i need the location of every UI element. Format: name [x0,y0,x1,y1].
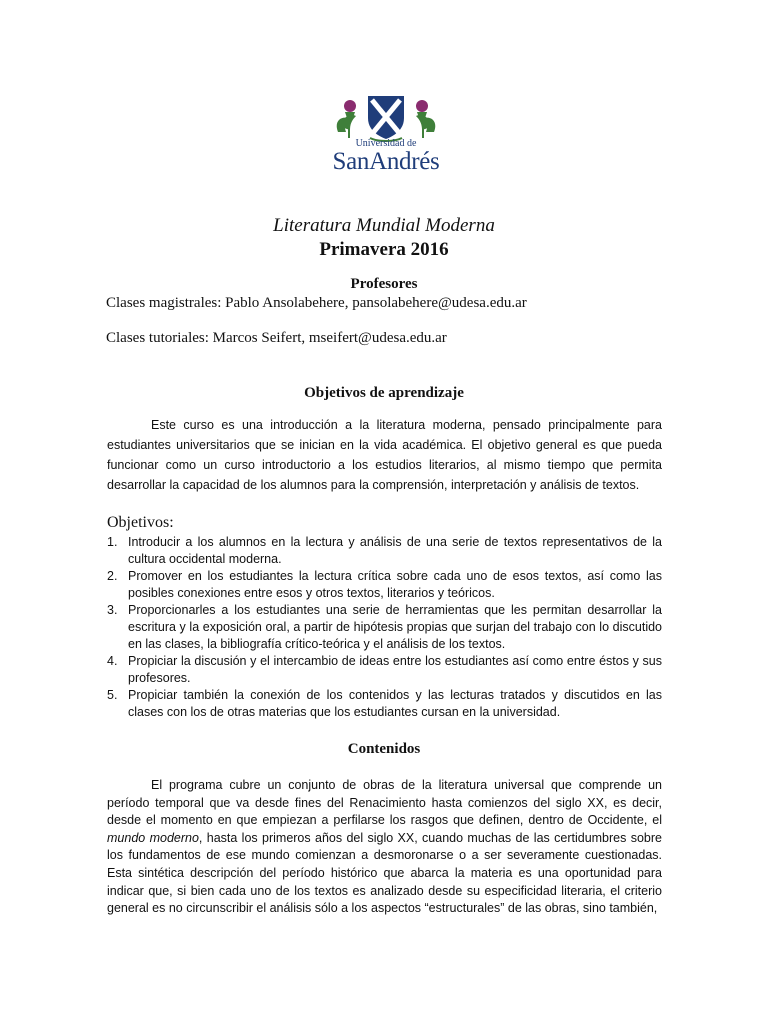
logo-line1: Universidad de [355,138,417,149]
contenidos-heading: Contenidos [347,741,421,757]
list-item-number: 1. [107,535,118,549]
contenidos-text-a: El programa cubre un conjunto de obras de la literatura universal que comprende un período temporal que va desde fines del Renacimiento hasta comienzos del siglo XX, es decir, desde el momento en que empiezan a perfilarse los rasgos que definen, dentro de Occidente, el [107,778,662,828]
logo-line2: SanAndrés [332,148,440,175]
course-title: Literatura Mundial Moderna [273,215,495,236]
objetivos-aprendizaje-heading: Objetivos de aprendizaje [304,385,464,401]
contenidos-paragraph [107,777,662,918]
list-item-text: Propiciar también la conexión de los contenidos y las lecturas tratados y discutidos en las clases con los de otras materias que los estudiantes cursan en la universidad. [128,688,662,719]
clases-tutoriales: Clases tutoriales: Marcos Seifert, mseifert@udesa.edu.ar [106,330,447,346]
list-item-text: Promover en los estudiantes la lectura crítica sobre cada uno de esos textos, así como las posibles conexiones entre esos y otros textos, literarios y teóricos. [128,569,662,600]
list-item-number: 3. [107,603,118,617]
contenidos-text-b: , hasta los primeros años del siglo XX, cuando muchas de las certidumbres sobre los fundamentos de ese mundo comienzan a desmoronarse o a ser severamente cuestionadas. Esta sintética descripción del período histórico que abarca la materia es una oportunidad para indicar que, si bien cada uno de los textos es analizado desde su especificidad literaria, el criterio general es no circunscribir el análisis sólo a los aspectos “estructurales” de las obras, sino también, [107,830,663,916]
list-item-text: Proporcionarles a los estudiantes una serie de herramientas que les permitan desarrollar la escritura y la exposición oral, a partir de hipótesis propias que surjan del trabajo con lo discutido en las clases, la bibliografía crítico-teórica y el análisis de los textos. [128,603,662,651]
contenidos-text-em: mundo moderno [107,830,199,845]
list-item [107,687,662,721]
objetivos-heading: Objetivos: [107,514,174,531]
list-item [107,653,662,687]
list-item [107,602,662,653]
list-item-number: 2. [107,569,118,583]
list-item [107,568,662,602]
list-item [107,534,662,568]
objetivos-list [107,534,662,721]
list-item-text: Propiciar la discusión y el intercambio de ideas entre los estudiantes así como entre éstos y sus profesores. [128,654,662,685]
list-item-text: Introducir a los alumnos en la lectura y análisis de una serie de textos representativos de la cultura occidental moderna. [128,535,662,566]
objetivos-aprendizaje-paragraph [107,415,662,495]
objetivos-aprendizaje-text: Este curso es una introducción a la literatura moderna, pensado principalmente para estudiantes universitarios que se inician en la vida académica. El objetivo general es que pueda funcionar como un curso introductorio a los estudios literarios, al mismo tiempo que permita desarrollar la capacidad de los alumnos para la comprensión, interpretación y análisis de textos. [107,418,662,492]
profesores-heading: Profesores [350,276,418,292]
university-logo [330,92,442,184]
list-item-number: 4. [107,654,118,668]
course-term: Primavera 2016 [319,239,449,260]
list-item-number: 5. [107,688,118,702]
clases-magistrales: Clases magistrales: Pablo Ansolabehere, pansolabehere@udesa.edu.ar [106,295,527,311]
crest-icon [330,92,442,142]
